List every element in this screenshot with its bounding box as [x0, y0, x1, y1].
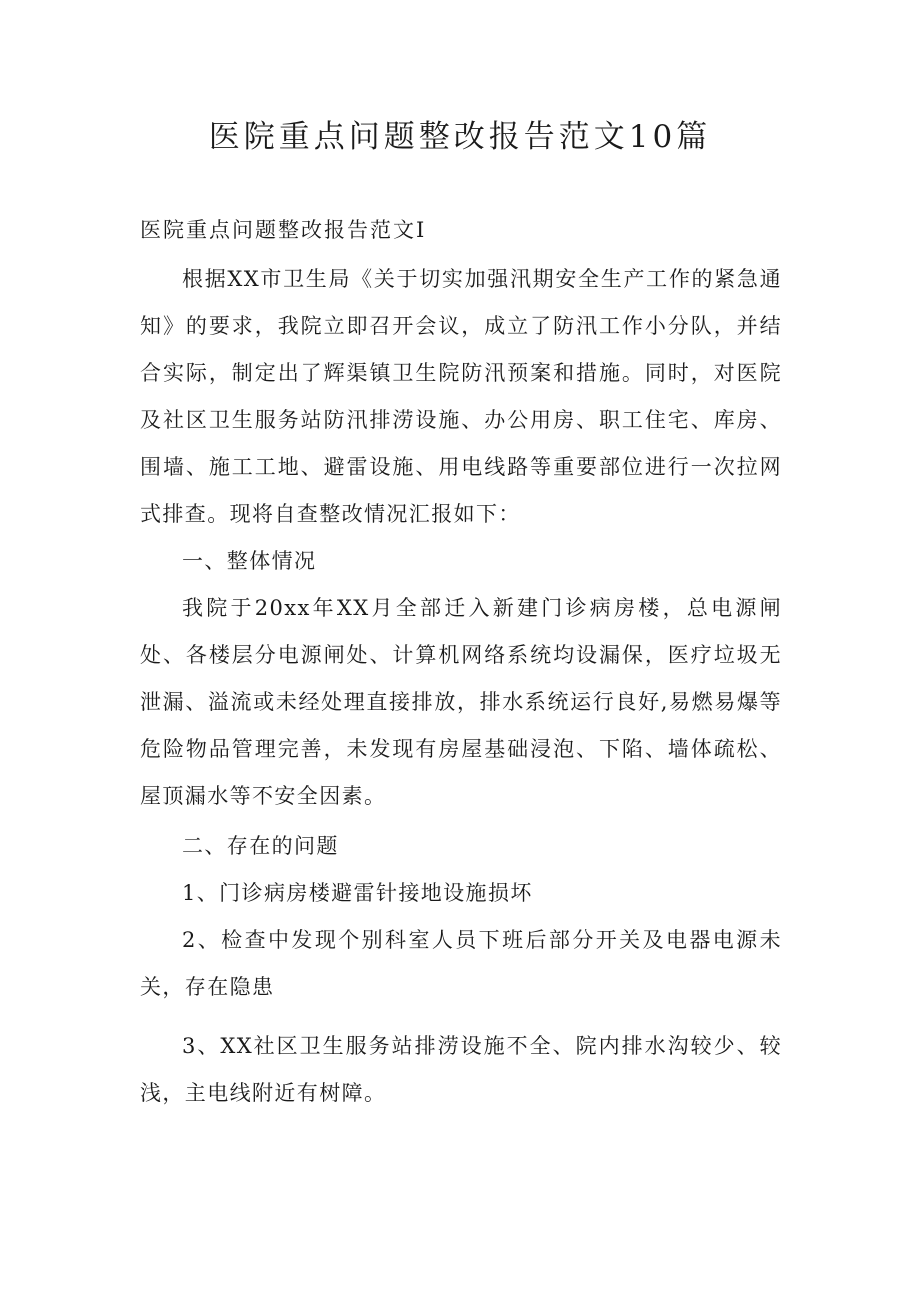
- problem-item-3: 3、XX社区卫生服务站排涝设施不全、院内排水沟较少、较浅，主电线附近有树障。: [140, 1034, 782, 1105]
- document-body: [140, 256, 782, 1117]
- problem-item-2: 2、检查中发现个别科室人员下班后部分开关及电器电源未关，存在隐患: [140, 928, 782, 999]
- paragraph-intro: 根据XX市卫生局《关于切实加强汛期安全生产工作的紧急通知》的要求，我院立即召开会议，成立了防汛工作小分队，并结合实际，制定出了辉渠镇卫生院防汛预案和措施。同时，对医院及社区卫生服务站防汛排涝设施、办公用房、职工住宅、库房、围墙、施工工地、避雷设施、用电线路等重要部位进行一次拉网式排查。现将自查整改情况汇报如下：: [140, 267, 782, 526]
- section-heading: 医院重点问题整改报告范文Ⅰ: [140, 218, 427, 242]
- document-title: 医院重点问题整改报告范文10篇: [208, 119, 712, 155]
- paragraph-overall-situation: 我院于20xx年XX月全部迁入新建门诊病房楼，总电源闸处、各楼层分电源闸处、计算机网络系统均设漏保，医疗垃圾无泄漏、溢流或未经处理直接排放，排水系统运行良好,易燃易爆等危险物品管理完善，未发现有房屋基础浸泡、下陷、墙体疏松、屋顶漏水等不安全因素。: [140, 596, 782, 808]
- heading-existing-problems: 二、存在的问题: [182, 834, 339, 858]
- heading-overall-situation: 一、整体情况: [182, 549, 317, 573]
- problem-item-1: 1、门诊病房楼避雷针接地设施损坏: [182, 881, 533, 905]
